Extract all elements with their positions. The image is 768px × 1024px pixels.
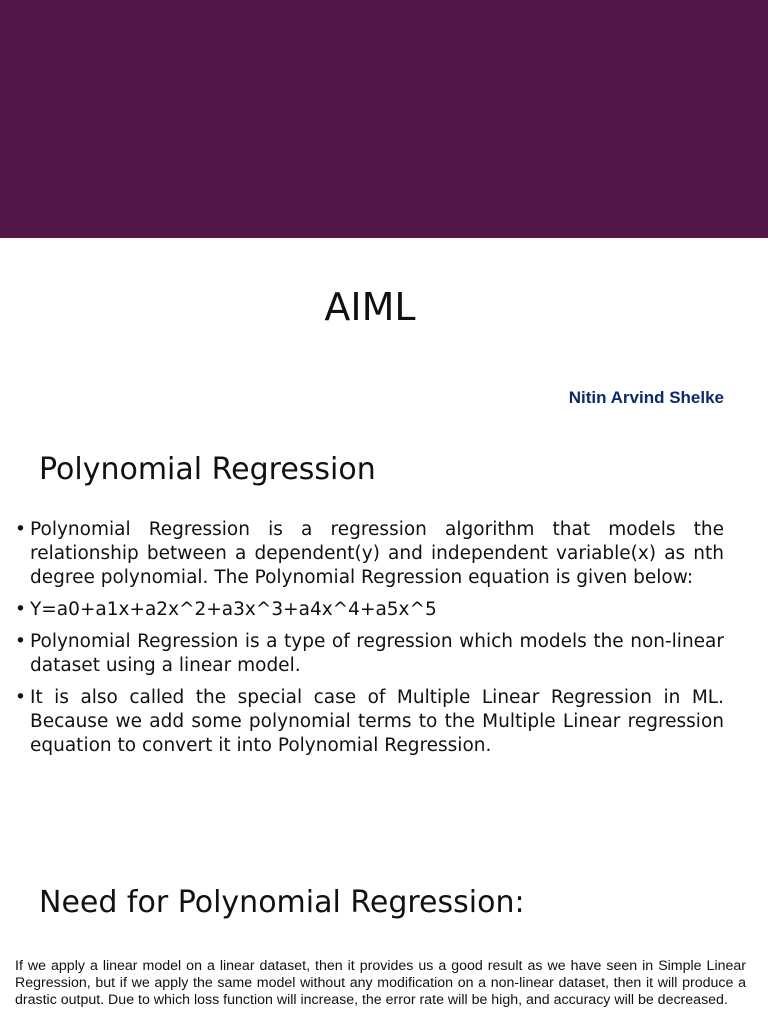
bullet-item	[14, 518, 724, 590]
slide-title: AIML	[324, 285, 416, 329]
section-heading-need-for-polynomial-regression: Need for Polynomial Regression:	[39, 885, 525, 920]
bullet-item	[14, 686, 724, 758]
equation-text: Y=a0+a1x+a2x^2+a3x^3+a4x^4+a5x^5	[30, 599, 437, 620]
section-heading-polynomial-regression: Polynomial Regression	[39, 452, 376, 487]
bullet-text: It is also called the special case of Multiple Linear Regression in ML. Because we add some polynomial terms to the Multiple Linear regression equation to convert it into Polynomial Regression.	[30, 687, 724, 756]
bullet-text: Polynomial Regression is a regression algorithm that models the relationship between a dependent(y) and independent variable(x) as nth degree polynomial. The Polynomial Regression equation is given below:	[30, 519, 724, 588]
header-banner	[0, 0, 768, 238]
bullet-marker: •	[15, 599, 26, 620]
bullet-list	[14, 518, 724, 766]
bullet-text: Polynomial Regression is a type of regression which models the non-linear dataset using a linear model.	[30, 631, 724, 676]
bullet-marker: •	[15, 687, 26, 708]
bullet-item	[14, 630, 724, 678]
bullet-item-formula	[14, 598, 724, 622]
author-name: Nitin Arvind Shelke	[568, 388, 724, 407]
bullet-marker: •	[15, 519, 26, 540]
body-paragraph: If we apply a linear model on a linear dataset, then it provides us a good result as we have seen in Simple Linear Regression, but if we apply the same model without any modification on a non-linear dataset, then it will produce a drastic output. Due to which loss function will increase, the error rate will be high, and accuracy will be decreased.	[15, 958, 746, 1008]
bullet-marker: •	[15, 631, 26, 652]
